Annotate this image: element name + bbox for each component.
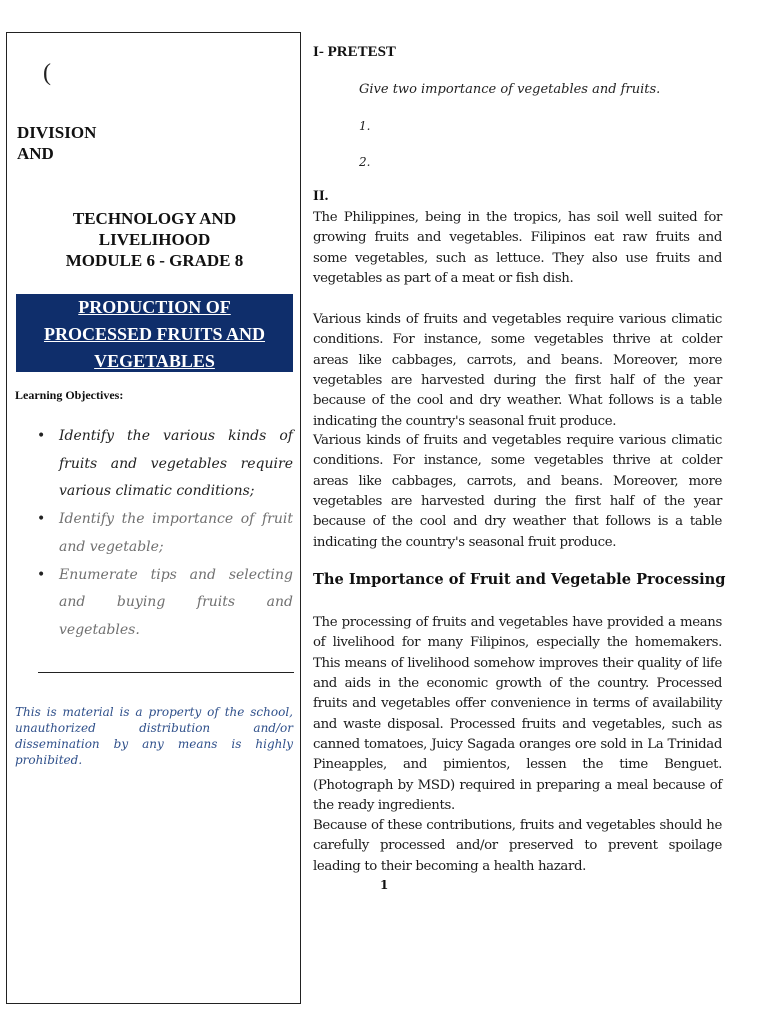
module-title [47, 208, 262, 271]
lesson-title-banner [16, 294, 293, 372]
body-paragraph: The processing of fruits and vegetables have provided a means of livelihood for many Filipinos, especially the homemakers. This means of livelihood somehow improves their quality of life and aids in the economic growth of the country. Processed fruits and vegetables offer convenience in terms of availability and waste disposal. Processed fruits and vegetables, such as canned tomatoes, Juicy Sagada oranges ore sold in La Trinidad Pineapples, and pimientos, lessen the time Benguet. (Photograph by MSD) required in preparing a meal because of the ready ingredients. [313, 615, 722, 814]
pretest-heading: I- PRETEST [313, 44, 396, 60]
division-line-1: DIVISION [17, 123, 97, 142]
lesson-title-line: VEGETABLES [94, 351, 215, 371]
divider [38, 672, 294, 673]
section-heading: II. [313, 188, 329, 204]
answer-item-2: 2. [359, 155, 371, 169]
objective-item: • Identify the various kinds of fruits and vegetables require various climatic conditions; [31, 423, 293, 506]
objective-item: • Enumerate tips and selecting and buying fruits and vegetables. [31, 562, 293, 645]
body-paragraph: Because of these contributions, fruits and vegetables should he carefully processed and/or preserved to prevent spoilage leading to their becoming a health hazard. [313, 818, 722, 874]
objectives-list [31, 423, 293, 645]
answer-item-1: 1. [359, 119, 371, 133]
division-line-2: AND [17, 144, 54, 163]
lesson-title-line: PROCESSED FRUITS AND [43, 324, 266, 344]
module-title-line: TECHNOLOGY AND [72, 209, 237, 228]
lesson-title-line: PRODUCTION OF [78, 297, 231, 317]
body-paragraph: Various kinds of fruits and vegetables require various climatic conditions. For instance, some vegetables thrive at colder areas like cabbages, carrots, and beans. Moreover, more vegetables are harvested during the first half of the year because of the cool and dry weather that follows is a table indicating the country's seasonal fruit produce. [313, 433, 722, 550]
page-number: 1 [380, 878, 389, 892]
pretest-question: Give two importance of vegetables and fruits. [359, 82, 661, 97]
module-title-line: MODULE 6 - GRADE 8 [65, 251, 244, 270]
body-paragraph: The Philippines, being in the tropics, has soil well suited for growing fruits and vegetables. Filipinos eat raw fruits and some vegetables, such as lettuce. They also use fruits and vegetables as part of a meat or fish dish. [313, 210, 722, 287]
objectives-heading: Learning Objectives: [15, 388, 124, 402]
copyright-notice: This is material is a property of the school, unauthorized distribution and/or dissemination by any means is highly prohibited. [15, 705, 293, 767]
cover-panel [6, 32, 301, 1004]
objective-item: • Identify the importance of fruit and vegetable; [31, 506, 293, 561]
importance-heading: The Importance of Fruit and Vegetable Processing [313, 571, 726, 588]
division-label [17, 122, 97, 164]
module-title-line: LIVELIHOOD [98, 230, 211, 249]
body-paragraph: Various kinds of fruits and vegetables require various climatic conditions. For instance, some vegetables thrive at colder areas like cabbages, carrots, and beans. Moreover, more vegetables are harvested during the first half of the year because of the cool and dry weather. What follows is a table indicating the country's seasonal fruit produce. [313, 312, 722, 429]
decorative-glyph: ( [43, 60, 51, 86]
